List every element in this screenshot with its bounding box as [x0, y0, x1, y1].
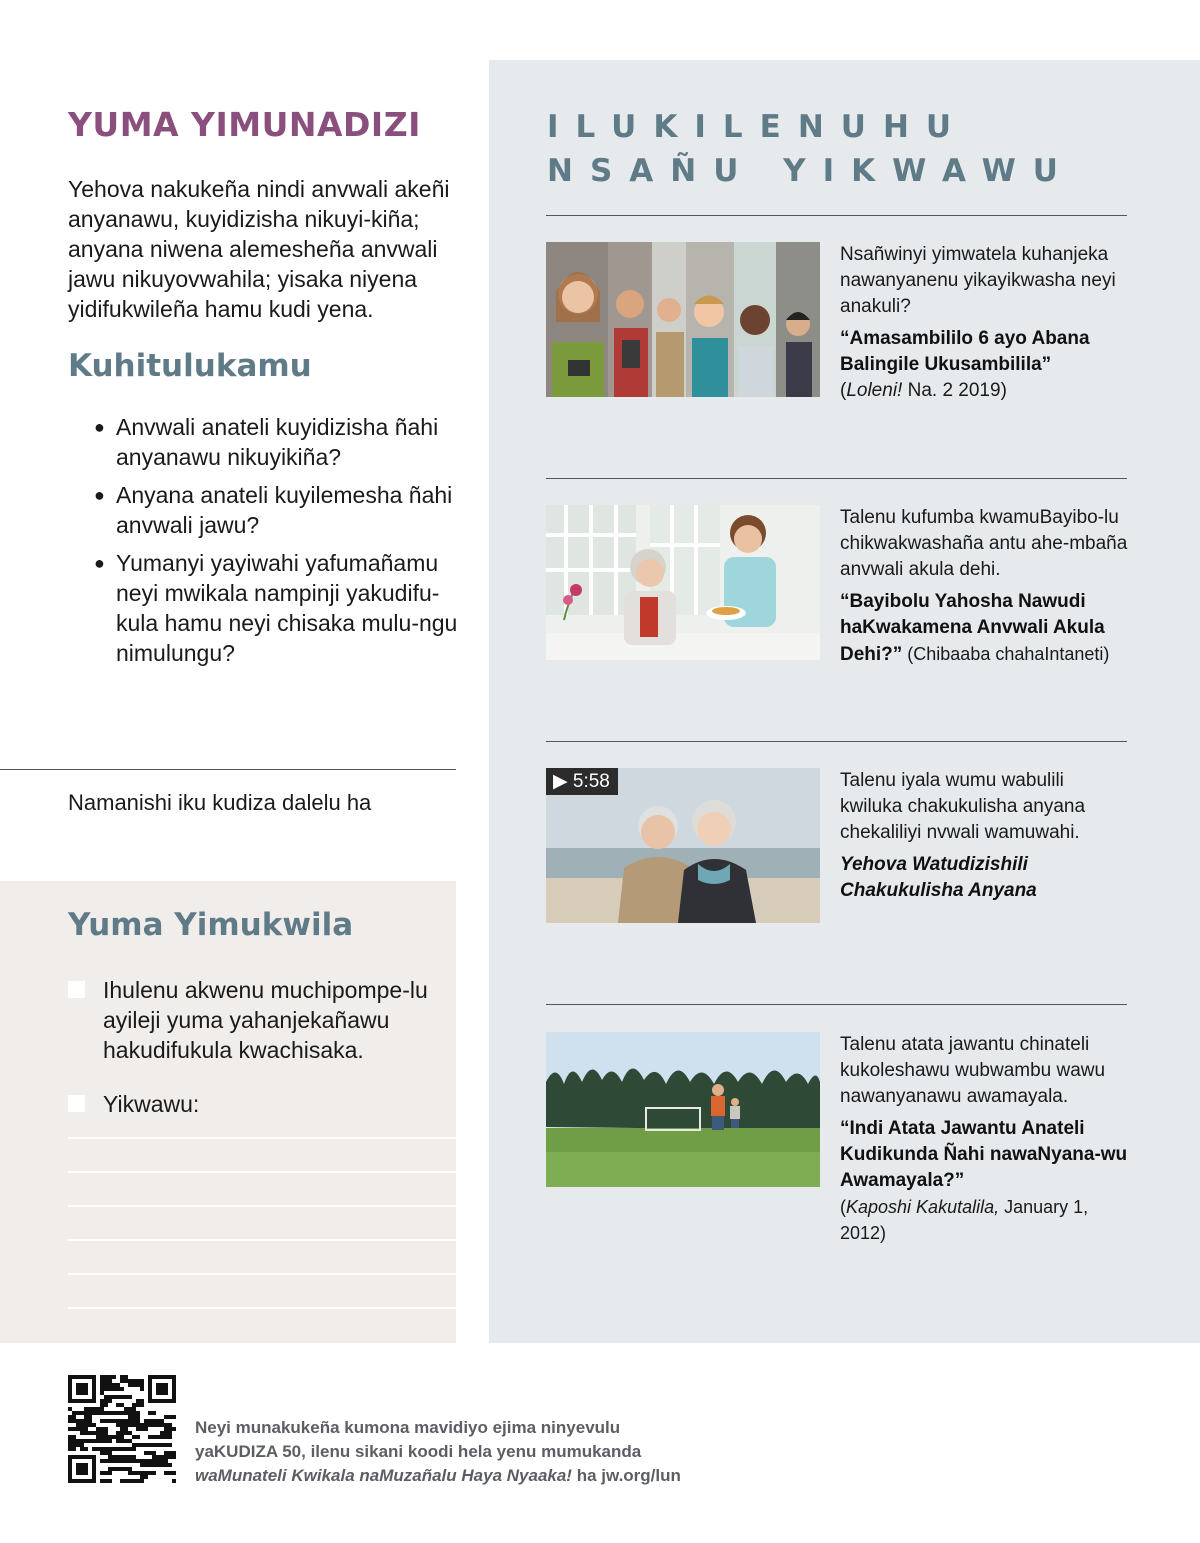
- writing-line[interactable]: [68, 1239, 456, 1241]
- footer-note: Neyi munakukeña kumona mavidiyo ejima ninyevulu yaKUDIZA 50, ilenu sikani koodi hela yenu mumukanda waMunateli Kwikala naMuzañalu Haya Nyaaka! ha jw.org/lun: [195, 1418, 681, 1485]
- todo-item: [68, 1089, 199, 1119]
- explore-item: [546, 505, 1127, 665]
- children-photo[interactable]: [546, 242, 820, 397]
- writing-line[interactable]: [68, 1205, 456, 1207]
- todo-title: Yuma Yimukwila: [68, 907, 354, 943]
- explore-item-text: [840, 505, 1130, 668]
- bullet-icon: ●: [94, 553, 105, 573]
- explore-title: ILUKILENUHU NSAÑU YIKWAWU: [547, 109, 1075, 189]
- explore-section: [489, 60, 1200, 1343]
- divider: [546, 478, 1127, 479]
- learned-section: [68, 105, 458, 676]
- mastered-date-label: Namanishi iku kudiza dalelu ha: [68, 790, 372, 815]
- divider: [546, 215, 1127, 216]
- article-source: (Chibaaba chahaIntaneti): [902, 644, 1110, 664]
- explore-item: [546, 768, 1127, 928]
- review-item: ● Anvwali anateli kuyidizisha ñahi anyanawu nikuyikiña?: [94, 414, 439, 470]
- learned-text: Yehova nakukeña nindi anvwali akeñi anyanawu, kuyidizisha nikuyi-kiña; anyana niwena alemesheña anvwali jawu nikuyovwahila; yisaka niyena yidifukwileña hamu kudi yena.: [68, 176, 450, 322]
- qr-code-icon[interactable]: [68, 1375, 176, 1483]
- divider: [0, 769, 456, 770]
- writing-line[interactable]: [68, 1273, 456, 1275]
- explore-item-text: [840, 1032, 1130, 1246]
- article-source: (Kaposhi Kakutalila, January 1, 2012): [840, 1197, 1089, 1243]
- explore-item-text: [840, 768, 1130, 904]
- video-duration-badge: ▶ 5:58: [546, 768, 618, 795]
- explore-item-desc: Talenu kufumba kwamuBayibo-lu chikwakwashaña antu ahe-mbaña anvwali akula dehi.: [840, 507, 1128, 580]
- explore-item: [546, 242, 1127, 402]
- video-link[interactable]: Yehova Watudizishili Chakukulisha Anyana: [840, 854, 1037, 901]
- todo-item-text: Ihulenu akwenu muchipompe-lu ayileji yuma yahanjekañawu hakudifukula kwachisaka.: [103, 977, 428, 1063]
- writing-line[interactable]: [68, 1171, 456, 1173]
- checkbox[interactable]: [68, 981, 85, 998]
- review-item: ● Yumanyi yayiwahi yafumañamu neyi mwikala nampinji yakudifu-kula hamu neyi chisaka mulu-ngu nimulungu?: [94, 550, 458, 666]
- explore-item: [546, 1032, 1128, 1243]
- article-link[interactable]: “Amasambililo 6 ayo Abana Balingile Ukusambilila”: [840, 328, 1090, 375]
- divider: [546, 741, 1127, 742]
- explore-item-desc: Talenu iyala wumu wabulili kwiluka chakukulisha anyana chekaliliyi nvwali wamuwahi.: [840, 770, 1086, 843]
- checkbox[interactable]: [68, 1095, 85, 1112]
- divider: [546, 1004, 1127, 1005]
- todo-item: [68, 975, 443, 1065]
- elderly-care-photo[interactable]: [546, 505, 820, 660]
- review-title: Kuhitulukamu: [68, 348, 312, 384]
- article-source: (Loleni! Na. 2 2019): [840, 380, 1007, 401]
- video-thumbnail[interactable]: [546, 768, 820, 923]
- writing-line[interactable]: [68, 1307, 456, 1309]
- explore-item-desc: Talenu atata jawantu chinateli kukoleshawu wubwambu wawu nawanyanawu awamayala.: [840, 1034, 1106, 1107]
- todo-item-text: Yikwawu:: [103, 1091, 200, 1117]
- article-link[interactable]: “Indi Atata Jawantu Anateli Kudikunda Ñahi nawaNyana-wu Awamayala?”: [840, 1118, 1128, 1191]
- review-item: ● Anyana anateli kuyilemesha ñahi anvwali jawu?: [94, 482, 453, 538]
- bullet-icon: ●: [94, 417, 105, 437]
- writing-line[interactable]: [68, 1137, 456, 1139]
- soccer-field-photo[interactable]: [546, 1032, 820, 1187]
- bullet-icon: ●: [94, 485, 105, 505]
- explore-item-text: [840, 242, 1130, 404]
- article-link[interactable]: “Bayibolu Yahosha Nawudi haKwakamena Anvwali Akula Dehi?” (Chibaaba chahaIntaneti): [840, 591, 1110, 665]
- todo-section: [0, 881, 456, 1343]
- review-list: [94, 412, 458, 668]
- explore-item-desc: Nsañwinyi yimwatela kuhanjeka nawanyanenu yikayikwasha neyi anakuli?: [840, 244, 1116, 317]
- learned-title: YUMA YIMUNADIZI: [68, 105, 421, 144]
